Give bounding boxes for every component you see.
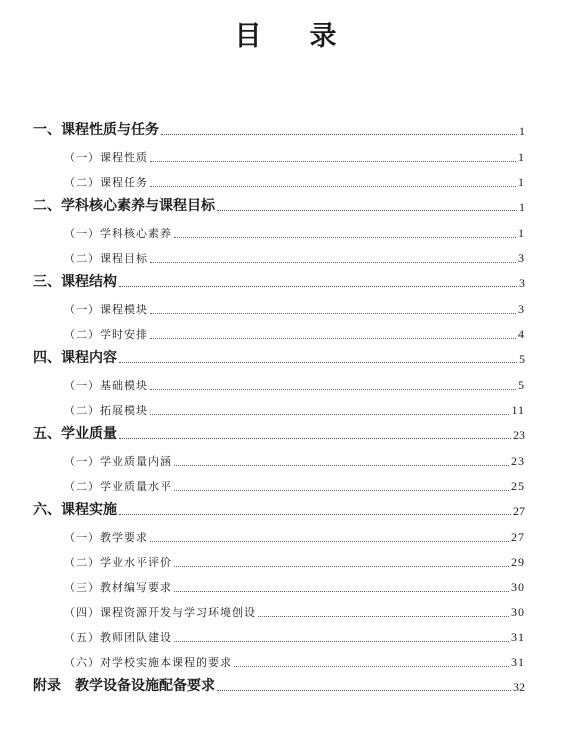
dot-leader bbox=[119, 286, 517, 287]
toc-entry-subsection[interactable] bbox=[64, 322, 525, 342]
dot-leader bbox=[174, 465, 509, 466]
toc-entry-page: 11 bbox=[511, 403, 525, 417]
toc-entry-subsection[interactable] bbox=[64, 145, 525, 165]
toc-entry-title: 四、课程内容 bbox=[33, 350, 117, 366]
page-title bbox=[0, 14, 573, 53]
toc-entry-title: （二）学时安排 bbox=[64, 328, 148, 341]
dot-leader bbox=[258, 616, 509, 617]
toc-entry-title: （二）课程任务 bbox=[64, 176, 148, 189]
toc-entry-title: 五、学业质量 bbox=[33, 426, 117, 442]
toc-entry-page: 1 bbox=[518, 226, 525, 240]
dot-leader bbox=[150, 161, 516, 162]
toc-entry-page: 29 bbox=[511, 555, 525, 569]
toc-entry-section-1[interactable] bbox=[33, 119, 525, 139]
dot-leader bbox=[234, 666, 509, 667]
toc-entry-page: 3 bbox=[518, 302, 525, 316]
toc-entry-section-5[interactable] bbox=[33, 423, 525, 443]
dot-leader bbox=[150, 389, 516, 390]
toc-entry-title: （二）学业质量水平 bbox=[64, 480, 172, 493]
toc-entry-page: 5 bbox=[519, 352, 525, 366]
dot-leader bbox=[150, 414, 509, 415]
toc-entry-page: 1 bbox=[518, 175, 525, 189]
dot-leader bbox=[174, 591, 509, 592]
dot-leader bbox=[217, 690, 511, 691]
dot-leader bbox=[174, 490, 509, 491]
toc-entry-page: 3 bbox=[518, 251, 525, 265]
toc-entry-page: 32 bbox=[513, 680, 525, 694]
toc-entry-appendix[interactable] bbox=[33, 675, 525, 695]
toc-entry-page: 30 bbox=[511, 605, 525, 619]
toc-entry-title: （一）课程模块 bbox=[64, 303, 148, 316]
toc-entry-page: 1 bbox=[519, 124, 525, 138]
title-char-1: 目 bbox=[234, 21, 264, 52]
toc-entry-page: 1 bbox=[519, 200, 525, 214]
toc-entry-title: （一）教学要求 bbox=[64, 531, 148, 544]
toc-entry-subsection[interactable] bbox=[64, 600, 525, 620]
dot-leader bbox=[174, 566, 509, 567]
toc-entry-subsection[interactable] bbox=[64, 474, 525, 494]
toc-entry-title: （二）课程目标 bbox=[64, 252, 148, 265]
toc-entry-section-2[interactable] bbox=[33, 195, 525, 215]
toc-entry-title: （一）课程性质 bbox=[64, 151, 148, 164]
toc-entry-section-6[interactable] bbox=[33, 499, 525, 519]
toc-entry-page: 23 bbox=[513, 428, 525, 442]
toc-entry-title: （二）拓展模块 bbox=[64, 404, 148, 417]
toc-entry-subsection[interactable] bbox=[64, 650, 525, 670]
toc-entry-title: （二）学业水平评价 bbox=[64, 556, 172, 569]
toc-entry-title: （五）教师团队建设 bbox=[64, 631, 172, 644]
dot-leader bbox=[174, 237, 516, 238]
toc-entry-page: 27 bbox=[511, 530, 525, 544]
toc-entry-title: 一、课程性质与任务 bbox=[33, 122, 159, 138]
toc-entry-page: 5 bbox=[518, 378, 525, 392]
toc-entry-subsection[interactable] bbox=[64, 221, 525, 241]
toc-entry-subsection[interactable] bbox=[64, 550, 525, 570]
dot-leader bbox=[119, 362, 517, 363]
toc-entry-title: （三）教材编写要求 bbox=[64, 581, 172, 594]
dot-leader bbox=[119, 514, 511, 515]
toc-entry-subsection[interactable] bbox=[64, 575, 525, 595]
toc-entry-page: 31 bbox=[511, 630, 525, 644]
toc-entry-subsection[interactable] bbox=[64, 625, 525, 645]
toc-entry-title: 附录 教学设备设施配备要求 bbox=[33, 678, 215, 694]
dot-leader bbox=[150, 541, 509, 542]
toc-entry-title: （一）学业质量内涵 bbox=[64, 455, 172, 468]
toc-entry-page: 23 bbox=[511, 454, 525, 468]
toc-entry-page: 25 bbox=[511, 479, 525, 493]
toc-entry-subsection[interactable] bbox=[64, 170, 525, 190]
dot-leader bbox=[161, 134, 517, 135]
toc-entry-title: （一）基础模块 bbox=[64, 379, 148, 392]
toc-entry-subsection[interactable] bbox=[64, 297, 525, 317]
toc-entry-title: （一）学科核心素养 bbox=[64, 227, 172, 240]
toc-entry-subsection[interactable] bbox=[64, 525, 525, 545]
toc-entry-subsection[interactable] bbox=[64, 398, 525, 418]
toc-entry-subsection[interactable] bbox=[64, 449, 525, 469]
dot-leader bbox=[150, 262, 516, 263]
dot-leader bbox=[150, 338, 516, 339]
toc-entry-page: 27 bbox=[513, 504, 525, 518]
toc-entry-title: （六）对学校实施本课程的要求 bbox=[64, 656, 232, 669]
toc-entry-section-4[interactable] bbox=[33, 347, 525, 367]
toc-entry-subsection[interactable] bbox=[64, 373, 525, 393]
dot-leader bbox=[119, 438, 511, 439]
toc-entry-section-3[interactable] bbox=[33, 271, 525, 291]
dot-leader bbox=[150, 186, 516, 187]
toc-entry-page: 3 bbox=[519, 276, 525, 290]
toc-entry-title: 三、课程结构 bbox=[33, 274, 117, 290]
toc-entry-subsection[interactable] bbox=[64, 246, 525, 266]
toc-entry-page: 1 bbox=[518, 150, 525, 164]
toc-entry-title: 二、学科核心素养与课程目标 bbox=[33, 198, 215, 214]
dot-leader bbox=[150, 313, 516, 314]
dot-leader bbox=[217, 210, 517, 211]
title-char-2: 录 bbox=[309, 21, 339, 52]
dot-leader bbox=[174, 641, 509, 642]
toc-entry-title: 六、课程实施 bbox=[33, 502, 117, 518]
toc-entry-page: 4 bbox=[518, 327, 525, 341]
toc-entry-title: （四）课程资源开发与学习环境创设 bbox=[64, 606, 256, 619]
toc-entry-page: 30 bbox=[511, 580, 525, 594]
toc-entry-page: 31 bbox=[511, 655, 525, 669]
